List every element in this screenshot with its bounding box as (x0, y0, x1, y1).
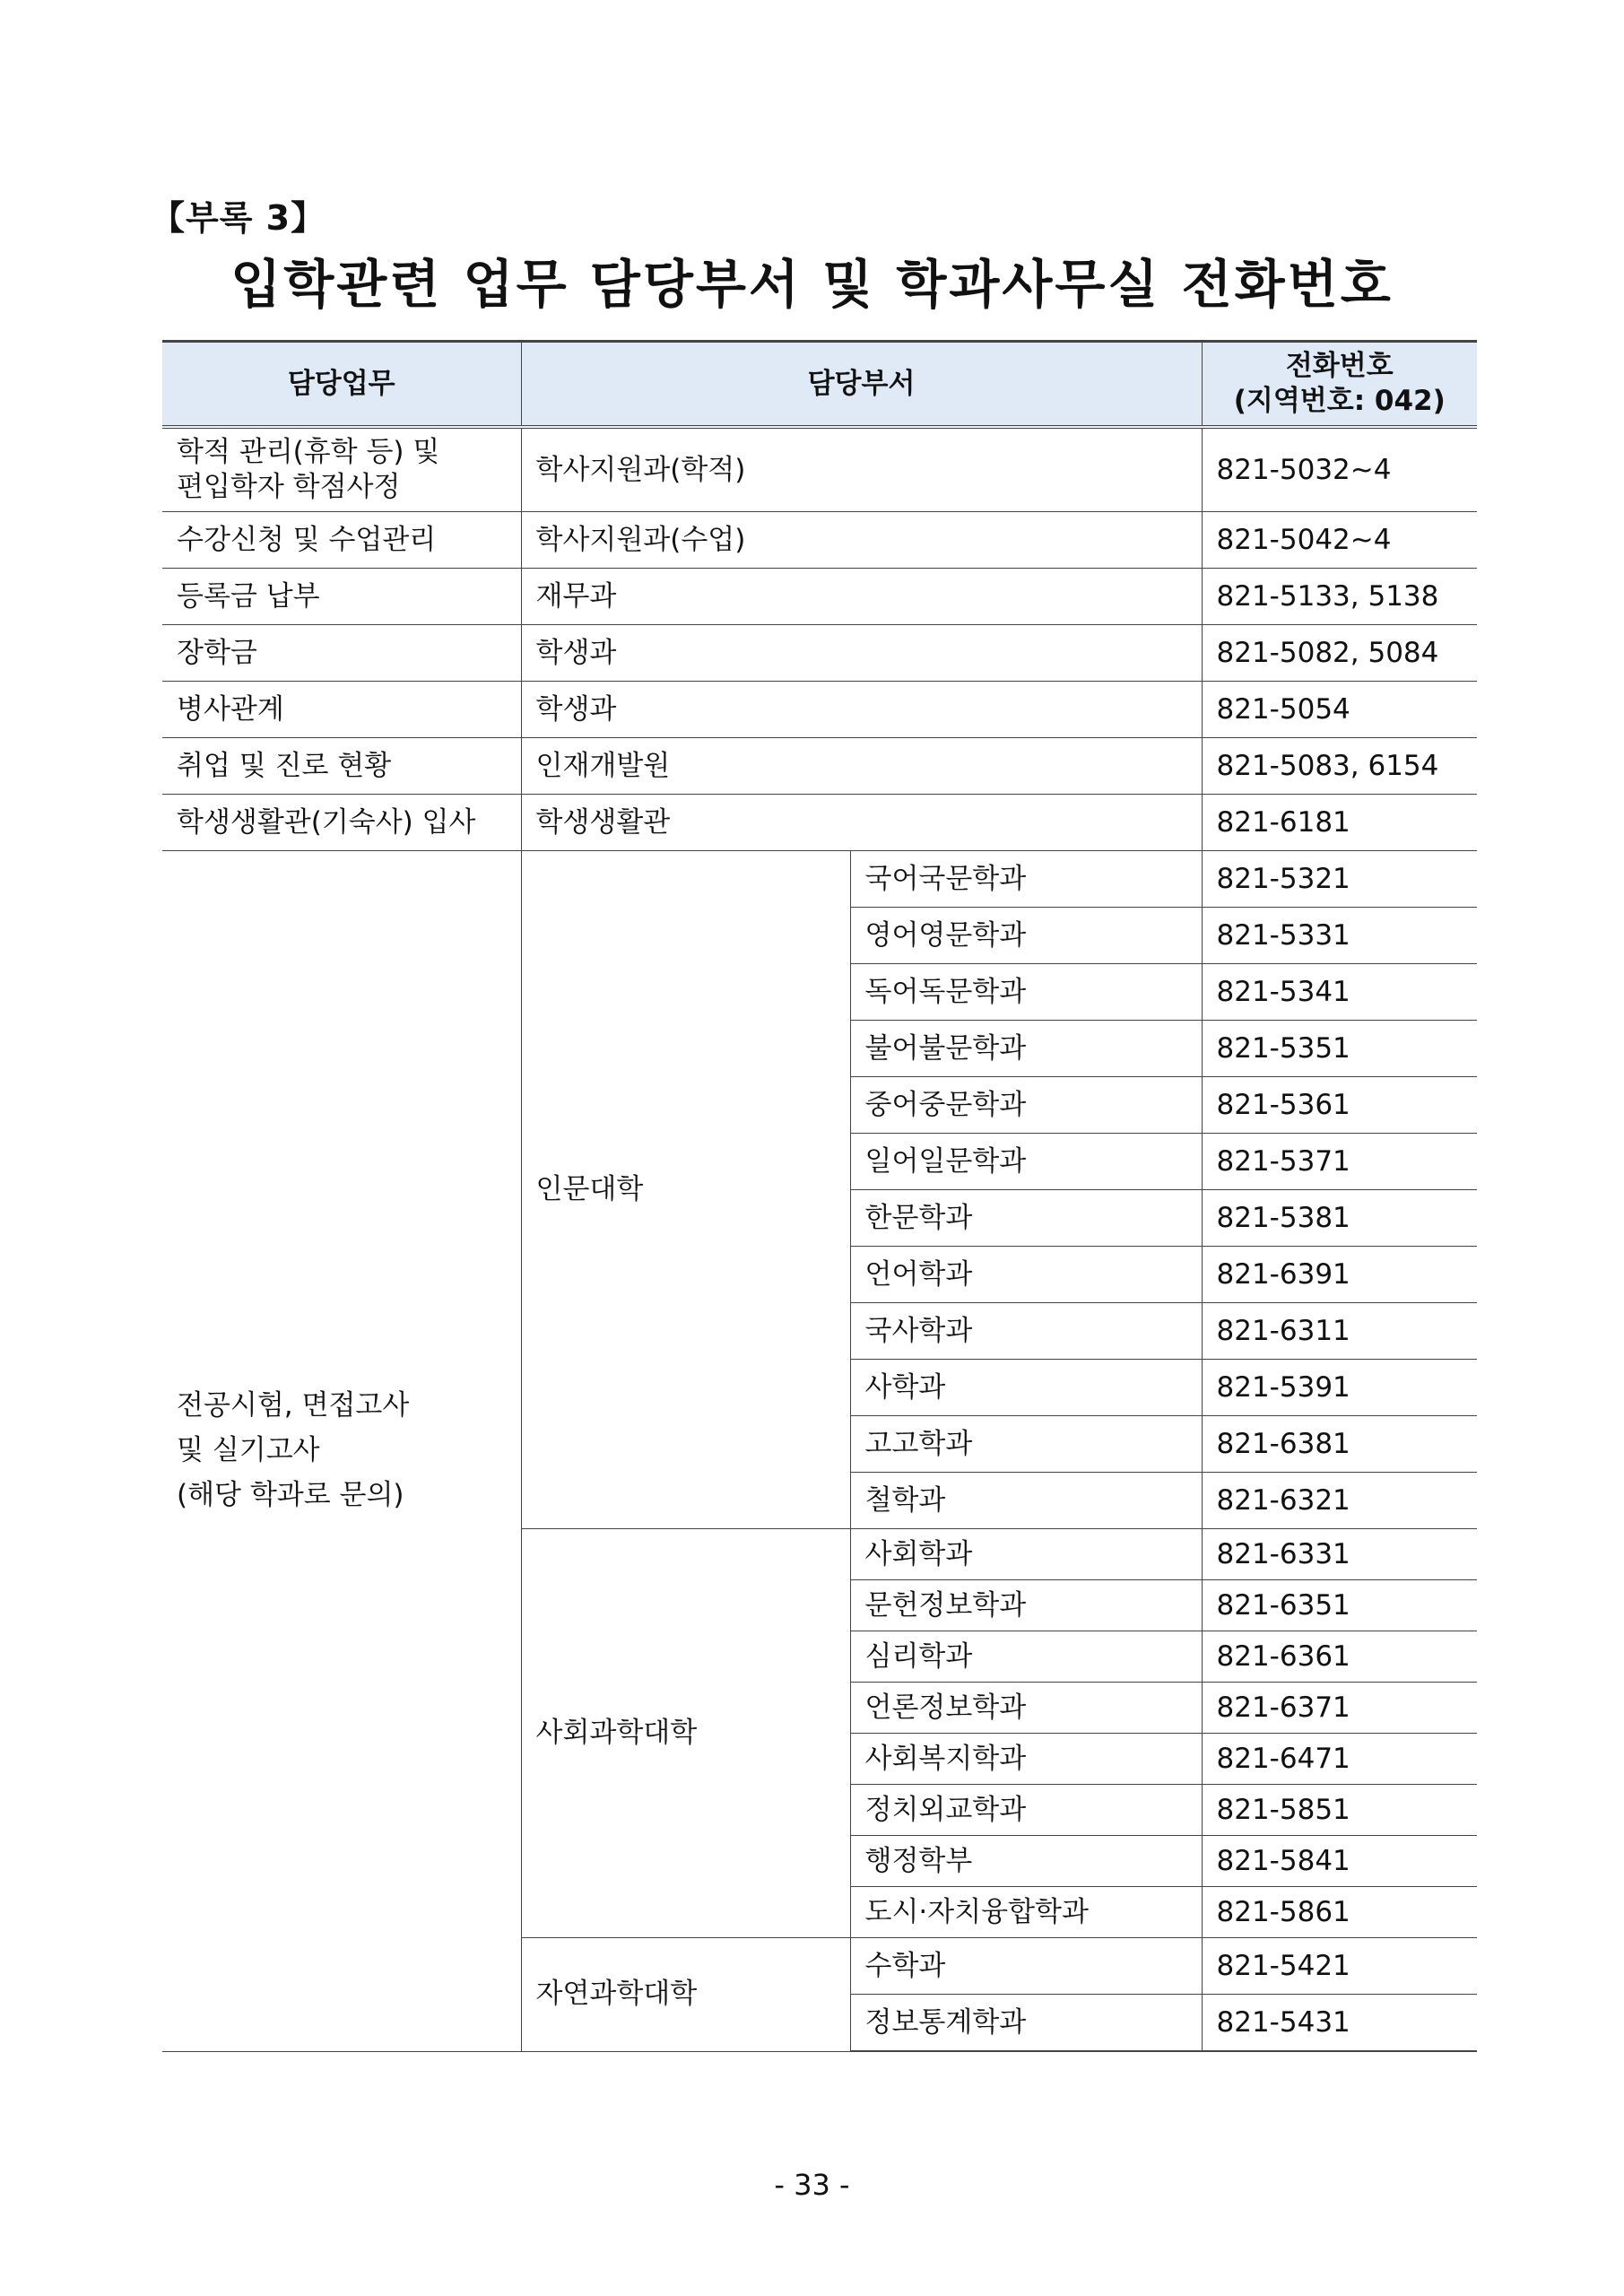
header-department: 담당부서 (521, 342, 1202, 428)
appendix-label: 【부록 3】 (151, 198, 326, 238)
header-task: 담당업무 (162, 342, 521, 428)
college-cell: 자연과학대학 (521, 1938, 850, 2052)
dept-name-cell: 철학과 (850, 1473, 1202, 1529)
task-cell: 장학금 (162, 625, 521, 682)
exam-task-cell (162, 851, 521, 2052)
header-phone-label: 전화번호 (1285, 350, 1394, 383)
table-row (162, 738, 1477, 795)
department-cell: 학사지원과(학적) (521, 427, 1202, 512)
department-cell: 인재개발원 (521, 738, 1202, 795)
dept-name-cell: 고고학과 (850, 1416, 1202, 1473)
phone-cell: 821-5381 (1202, 1190, 1477, 1247)
phone-cell: 821-5054 (1202, 682, 1477, 738)
dept-name-cell: 심리학과 (850, 1631, 1202, 1683)
header-phone-area-code: (지역번호: 042) (1233, 385, 1446, 417)
header-phone (1202, 342, 1477, 428)
college-cell: 인문대학 (521, 851, 850, 1529)
dept-name-cell: 언어학과 (850, 1247, 1202, 1303)
contact-table (162, 340, 1477, 2052)
table-row (162, 682, 1477, 738)
task-cell (162, 427, 521, 512)
phone-cell: 821-6351 (1202, 1580, 1477, 1631)
phone-cell: 821-6361 (1202, 1631, 1477, 1683)
phone-cell: 821-5082, 5084 (1202, 625, 1477, 682)
task-line: 학적 관리(휴학 등) 및 (177, 436, 440, 469)
dept-name-cell: 사학과 (850, 1360, 1202, 1416)
task-cell: 등록금 납부 (162, 569, 521, 625)
dept-name-cell: 도시·자치융합학과 (850, 1887, 1202, 1938)
phone-cell: 821-5133, 5138 (1202, 569, 1477, 625)
phone-cell: 821-6371 (1202, 1683, 1477, 1734)
phone-cell: 821-5321 (1202, 851, 1477, 908)
dept-name-cell: 중어중문학과 (850, 1077, 1202, 1134)
department-cell: 학사지원과(수업) (521, 512, 1202, 569)
phone-cell: 821-5083, 6154 (1202, 738, 1477, 795)
table-row (162, 569, 1477, 625)
table-row (162, 851, 1477, 908)
phone-cell: 821-5331 (1202, 908, 1477, 964)
phone-cell: 821-5042~4 (1202, 512, 1477, 569)
dept-name-cell: 영어영문학과 (850, 908, 1202, 964)
exam-task-line: 및 실기고사 (177, 1433, 320, 1466)
page-title: 입학관련 업무 담당부서 및 학과사무실 전화번호 (230, 254, 1394, 315)
phone-cell: 821-5841 (1202, 1836, 1477, 1887)
table-header-row (162, 342, 1477, 428)
dept-name-cell: 행정학부 (850, 1836, 1202, 1887)
task-cell: 취업 및 진로 현황 (162, 738, 521, 795)
table-row (162, 512, 1477, 569)
dept-name-cell: 독어독문학과 (850, 964, 1202, 1021)
task-line: 편입학자 학점사정 (177, 471, 401, 503)
phone-cell: 821-6311 (1202, 1303, 1477, 1360)
dept-name-cell: 불어불문학과 (850, 1021, 1202, 1077)
department-cell: 학생생활관 (521, 795, 1202, 851)
table-row (162, 625, 1477, 682)
phone-cell: 821-5391 (1202, 1360, 1477, 1416)
exam-task-line: 전공시험, 면접고사 (177, 1389, 410, 1422)
phone-cell: 821-5861 (1202, 1887, 1477, 1938)
task-cell: 학생생활관(기숙사) 입사 (162, 795, 521, 851)
department-cell: 학생과 (521, 625, 1202, 682)
phone-cell: 821-6381 (1202, 1416, 1477, 1473)
phone-cell: 821-5361 (1202, 1077, 1477, 1134)
dept-name-cell: 한문학과 (850, 1190, 1202, 1247)
dept-name-cell: 사회복지학과 (850, 1734, 1202, 1785)
dept-name-cell: 국어국문학과 (850, 851, 1202, 908)
department-cell: 재무과 (521, 569, 1202, 625)
dept-name-cell: 수학과 (850, 1938, 1202, 1995)
phone-cell: 821-5371 (1202, 1134, 1477, 1190)
phone-cell: 821-5431 (1202, 1995, 1477, 2052)
phone-cell: 821-6471 (1202, 1734, 1477, 1785)
phone-cell: 821-5341 (1202, 964, 1477, 1021)
phone-cell: 821-5421 (1202, 1938, 1477, 1995)
department-cell: 학생과 (521, 682, 1202, 738)
dept-name-cell: 정치외교학과 (850, 1785, 1202, 1836)
phone-cell: 821-6331 (1202, 1529, 1477, 1580)
phone-cell: 821-5851 (1202, 1785, 1477, 1836)
phone-cell: 821-5032~4 (1202, 427, 1477, 512)
phone-cell: 821-6321 (1202, 1473, 1477, 1529)
table-row (162, 795, 1477, 851)
table-row (162, 427, 1477, 512)
college-cell: 사회과학대학 (521, 1529, 850, 1938)
page-number: - 33 - (774, 2168, 850, 2202)
dept-name-cell: 국사학과 (850, 1303, 1202, 1360)
dept-name-cell: 문헌정보학과 (850, 1580, 1202, 1631)
dept-name-cell: 일어일문학과 (850, 1134, 1202, 1190)
phone-cell: 821-6181 (1202, 795, 1477, 851)
dept-name-cell: 사회학과 (850, 1529, 1202, 1580)
task-cell: 병사관계 (162, 682, 521, 738)
task-cell: 수강신청 및 수업관리 (162, 512, 521, 569)
phone-cell: 821-6391 (1202, 1247, 1477, 1303)
exam-task-line: (해당 학과로 문의) (177, 1478, 404, 1511)
dept-name-cell: 언론정보학과 (850, 1683, 1202, 1734)
phone-cell: 821-5351 (1202, 1021, 1477, 1077)
dept-name-cell: 정보통계학과 (850, 1995, 1202, 2052)
